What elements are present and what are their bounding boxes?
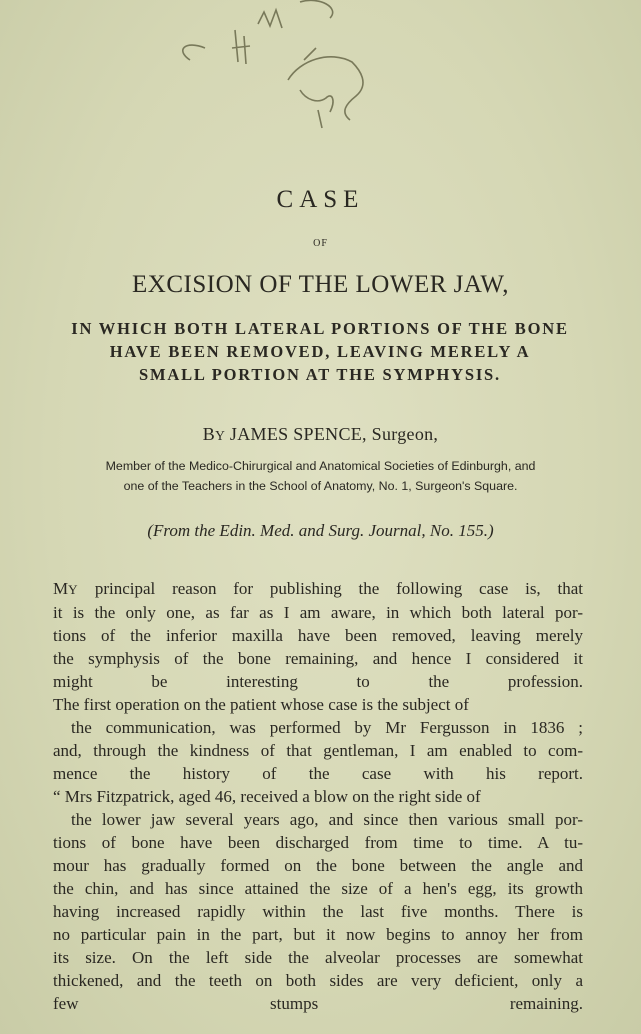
body-line: The first operation on the patient whose case is the subject of xyxy=(53,695,469,714)
body-line: the communication, was performed by Mr Fergusson in 1836 ; xyxy=(71,718,583,737)
subject-heading: EXCISION OF THE LOWER JAW, xyxy=(132,271,509,298)
body-line: might be interesting to the profession. xyxy=(53,672,583,691)
body-line: few stumps remaining. xyxy=(53,994,583,1013)
body-line: the lower jaw several years ago, and since then various small por- xyxy=(71,810,583,829)
author-affiliation xyxy=(20,456,621,496)
subtitle-line: HAVE BEEN REMOVED, LEAVING MERELY A xyxy=(109,342,531,361)
body-text xyxy=(53,577,583,1015)
body-line: tions of the inferior maxilla have been removed, leaving merely xyxy=(53,626,583,645)
body-line: its size. On the left side the alveolar processes are somewhat xyxy=(53,948,583,967)
affiliation-line: Member of the Medico-Chirurgical and Anatomical Societies of Edinburgh, and xyxy=(105,459,536,473)
body-line: tions of bone have been discharged from time to time. A tu- xyxy=(53,833,583,852)
body-line: thickened, and the teeth on both sides are very deficient, only a xyxy=(53,971,583,990)
body-line: the chin, and has since attained the size of a hen's egg, its growth xyxy=(53,879,583,898)
body-line: mour has gradually formed on the bone between the angle and xyxy=(53,856,583,875)
body-line: having increased rapidly within the last five months. There is xyxy=(53,902,583,921)
body-line: and, through the kindness of that gentleman, I am enabled to com- xyxy=(53,741,583,760)
byline-prefix-rest: Y xyxy=(215,428,226,443)
first-word-initial: M xyxy=(53,579,69,598)
body-line: “ Mrs Fitzpatrick, aged 46, received a blow on the right side of xyxy=(53,787,481,806)
byline-author: JAMES SPENCE, Surgeon, xyxy=(225,424,439,444)
first-word-rest: Y xyxy=(68,582,79,597)
subtitle-line: SMALL PORTION AT THE SYMPHYSIS. xyxy=(139,365,501,384)
body-line: no particular pain in the part, but it now begins to annoy her from xyxy=(53,925,583,944)
body-line: MY principal reason for publishing the following case is, that xyxy=(53,579,583,598)
library-stamp-mark xyxy=(0,0,641,140)
subtitle-description xyxy=(20,317,620,386)
author-byline xyxy=(0,424,641,445)
byline-prefix-initial: B xyxy=(202,424,216,444)
body-line: it is the only one, as far as I am aware, in which both lateral por- xyxy=(53,603,583,622)
body-line: mence the history of the case with his report. xyxy=(53,764,583,783)
source-citation: (From the Edin. Med. and Surg. Journal, No. 155.) xyxy=(147,521,494,540)
title-connector: OF xyxy=(313,238,328,249)
title: CASE xyxy=(276,186,365,213)
affiliation-line: one of the Teachers in the School of Anatomy, No. 1, Surgeon's Square. xyxy=(123,479,518,493)
body-line: the symphysis of the bone remaining, and hence I considered it xyxy=(53,649,583,668)
subtitle-line: IN WHICH BOTH LATERAL PORTIONS OF THE BONE xyxy=(71,319,569,338)
